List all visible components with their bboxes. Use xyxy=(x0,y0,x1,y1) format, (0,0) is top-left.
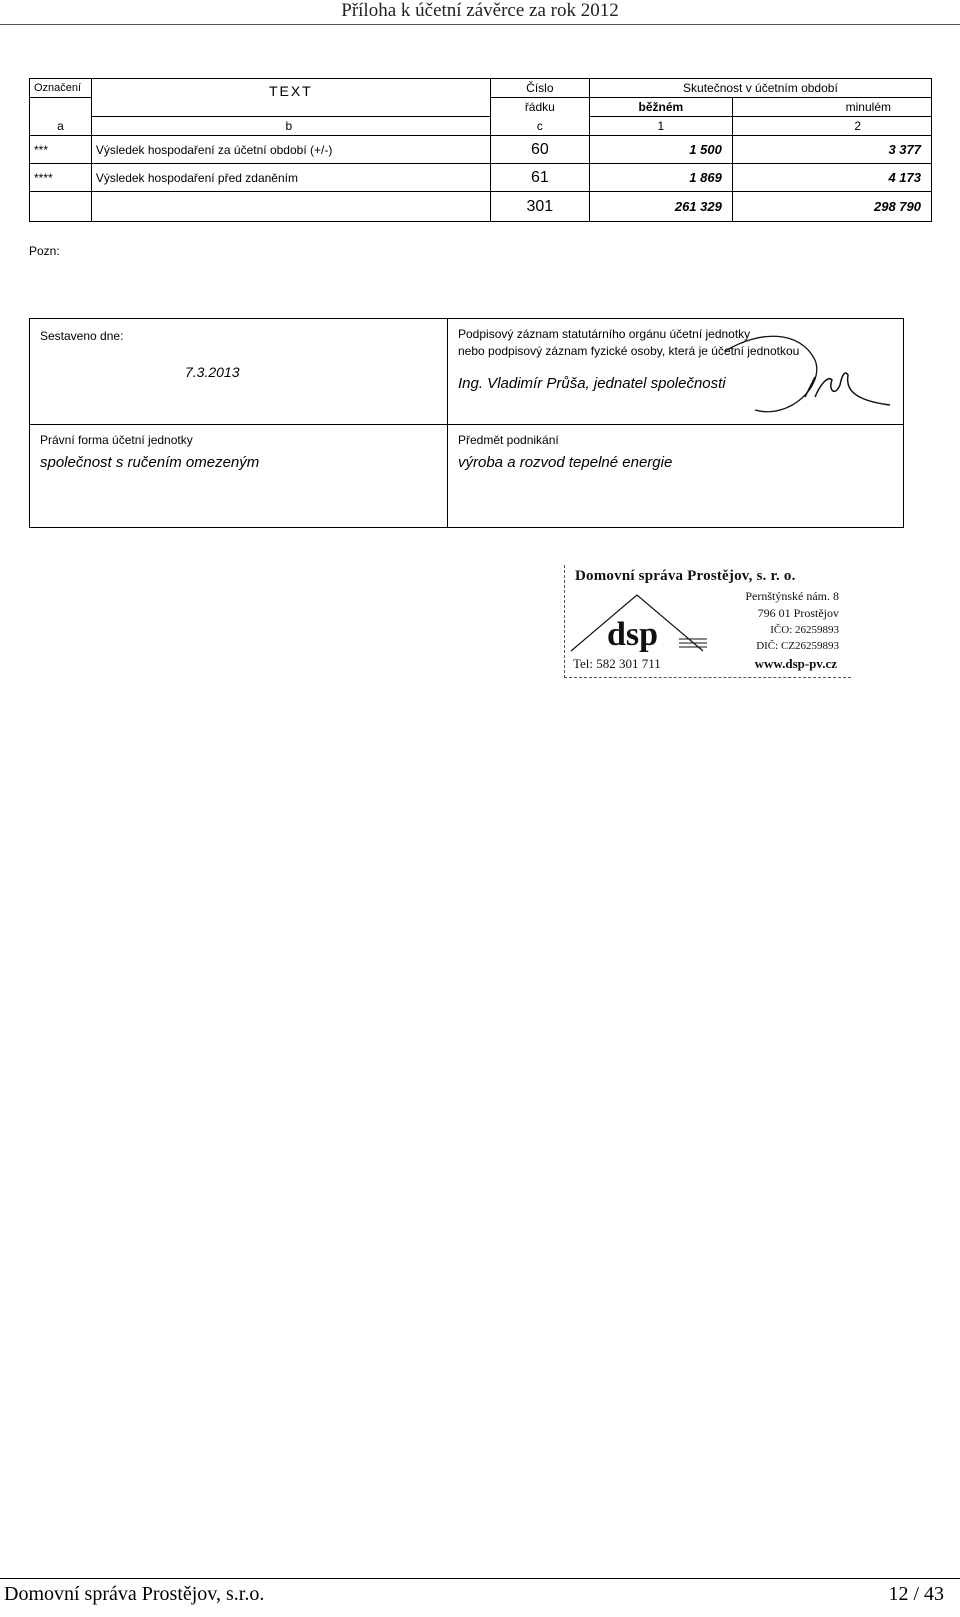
compiled-date: 7.3.2013 xyxy=(185,364,240,380)
stamp-tel: Tel: 582 301 711 xyxy=(573,656,661,671)
company-stamp xyxy=(564,565,851,678)
row-mark xyxy=(30,192,92,222)
table-header-row xyxy=(30,79,932,98)
header-skutecnost: Skutečnost v účetním období xyxy=(589,79,931,98)
record-label-2: nebo podpisový záznam fyzické osoby, která je účetní jednotkou xyxy=(458,344,800,358)
row-mark: *** xyxy=(30,136,92,164)
header-beznem: běžném xyxy=(589,98,732,117)
business: výroba a rozvod tepelné energie xyxy=(458,454,673,471)
row-current: 1 869 xyxy=(589,164,732,192)
table-row xyxy=(30,192,932,222)
row-current: 261 329 xyxy=(589,192,732,222)
header-col-b: b xyxy=(91,117,490,136)
page-header: Příloha k účetní závěrce za rok 2012 xyxy=(341,0,619,21)
row-previous: 298 790 xyxy=(732,192,931,222)
header-oznaceni: Označení xyxy=(30,79,92,98)
note-label: Pozn: xyxy=(29,244,60,258)
footer-divider xyxy=(0,1578,960,1579)
row-mark: **** xyxy=(30,164,92,192)
table-row xyxy=(30,164,932,192)
row-line: 301 xyxy=(490,192,589,222)
header-col-a: a xyxy=(30,117,92,136)
record-label-1: Podpisový záznam statutárního orgánu účetní jednotky xyxy=(458,327,751,341)
legal-form: společnost s ručením omezeným xyxy=(40,454,260,471)
header-radku: řádku xyxy=(490,98,589,117)
stamp-web: www.dsp-pv.cz xyxy=(754,656,837,671)
row-line: 60 xyxy=(490,136,589,164)
results-table xyxy=(29,78,932,222)
header-text: TEXT xyxy=(91,79,490,117)
business-label: Předmět podnikání xyxy=(458,433,559,447)
dsp-logo-text: dsp xyxy=(607,616,659,653)
dsp-logo-icon xyxy=(569,593,709,653)
row-line: 61 xyxy=(490,164,589,192)
header-minulem: minulém xyxy=(732,98,931,117)
compiled-label: Sestaveno dne: xyxy=(40,329,124,343)
table-header-row xyxy=(30,117,932,136)
table-row xyxy=(30,136,932,164)
header-col-2: 2 xyxy=(732,117,931,136)
header-empty xyxy=(30,98,92,117)
header-col-1: 1 xyxy=(589,117,732,136)
header-divider xyxy=(0,24,960,25)
signature-image xyxy=(720,325,900,421)
signature-box xyxy=(29,318,904,528)
stamp-ico: IČO: 26259893 xyxy=(770,624,839,636)
stamp-dic: DIČ: CZ26259893 xyxy=(756,640,839,652)
legal-form-label: Právní forma účetní jednotky xyxy=(40,433,193,447)
row-text: Výsledek hospodaření před zdaněním xyxy=(91,164,490,192)
signer-name: Ing. Vladimír Průša, jednatel společnosti xyxy=(458,375,726,392)
divider xyxy=(447,319,448,527)
stamp-name: Domovní správa Prostějov, s. r. o. xyxy=(575,568,796,584)
header-cislo: Číslo xyxy=(490,79,589,98)
header-col-c: c xyxy=(490,117,589,136)
row-previous: 3 377 xyxy=(732,136,931,164)
row-text: Výsledek hospodaření za účetní období (+/-) xyxy=(91,136,490,164)
footer-company: Domovní správa Prostějov, s.r.o. xyxy=(4,1583,265,1605)
page-number: 12 / 43 xyxy=(888,1583,944,1605)
row-previous: 4 173 xyxy=(732,164,931,192)
divider xyxy=(30,424,903,425)
stamp-city: 796 01 Prostějov xyxy=(757,606,839,620)
stamp-street: Pernštýnské nám. 8 xyxy=(745,589,839,603)
row-current: 1 500 xyxy=(589,136,732,164)
row-text xyxy=(91,192,490,222)
